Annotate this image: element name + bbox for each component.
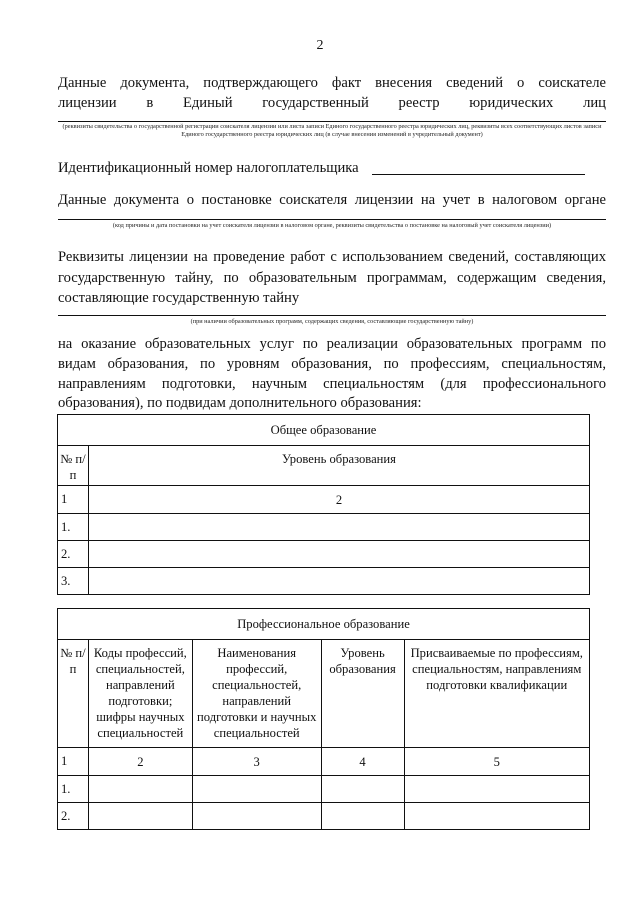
prof-row-cell[interactable]: [88, 776, 192, 803]
services-text: на оказание образовательных услуг по реализации образовательных программ по видам образования, по уровням образования, по профессиям, специальностям, направлениям подготовки, научным специальностям (для профессионального образования), по подвидам дополнительного образования:: [58, 336, 606, 412]
prof-table-caption: Профессиональное образование: [58, 609, 590, 640]
prof-row-cell[interactable]: [192, 776, 321, 803]
page-number: 2: [316, 38, 324, 53]
inn-field[interactable]: [372, 158, 585, 175]
general-colnum-2: 2: [88, 486, 589, 514]
general-row-cell[interactable]: [88, 514, 589, 541]
general-table-caption: Общее образование: [58, 415, 590, 446]
registry-fill-line: [58, 121, 606, 122]
prof-row-cell[interactable]: [88, 803, 192, 830]
prof-row-cell[interactable]: [321, 776, 404, 803]
general-row-number: 1.: [58, 514, 89, 541]
general-header-number: № п/п: [58, 446, 89, 486]
general-row-cell[interactable]: [88, 568, 589, 595]
prof-header-number: № п/п: [58, 640, 89, 748]
registry-line-1: Данные документа, подтверждающего факт внесения сведений о соискателе: [58, 75, 606, 91]
general-colnum-1: 1: [58, 486, 89, 514]
general-row-cell[interactable]: [88, 541, 589, 568]
prof-colnum-3: 3: [192, 748, 321, 776]
tax-fill-line: [58, 219, 606, 220]
professional-education-table: [57, 608, 590, 830]
prof-colnum-4: 4: [321, 748, 404, 776]
prof-row-cell[interactable]: [321, 803, 404, 830]
prof-header-codes: Коды профессий, специальностей, направлений подготовки; шифры научных специальностей: [88, 640, 192, 748]
tax-text: Данные документа о постановке соискателя лицензии на учет в налоговом органе: [58, 192, 606, 208]
secret-note: (при наличии образовательных программ, содержащих сведения, составляющие государственную тайну): [190, 318, 474, 325]
prof-row-number: 1.: [58, 776, 89, 803]
secret-fill-line: [58, 315, 606, 316]
prof-row-cell[interactable]: [404, 776, 590, 803]
general-row-number: 3.: [58, 568, 89, 595]
registry-line-2: лицензии в Единый государственный реестр юридических лиц: [58, 95, 606, 111]
prof-header-qualifications: Присваиваемые по профессиям, специальностям, направлениям подготовки квалификации: [404, 640, 590, 748]
general-education-table: [57, 414, 590, 595]
general-row-number: 2.: [58, 541, 89, 568]
prof-header-names: Наименования профессий, специальностей, направлений подготовки и научных специальностей: [192, 640, 321, 748]
general-header-level: Уровень образования: [88, 446, 589, 486]
prof-colnum-2: 2: [88, 748, 192, 776]
prof-row-cell[interactable]: [404, 803, 590, 830]
inn-label: Идентификационный номер налогоплательщика: [58, 160, 359, 176]
prof-row-number: 2.: [58, 803, 89, 830]
registry-note: (реквизиты свидетельства о государственной регистрации соискателя лицензии или листа записи Единого государственного реестра юридических лиц, реквизиты всех соответствующих листов записи Единого государственного реестра юридических лиц (в случае внесения изменений в учредительный документ): [62, 123, 602, 138]
prof-colnum-1: 1: [58, 748, 89, 776]
prof-row-cell[interactable]: [192, 803, 321, 830]
prof-header-level: Уровень образования: [321, 640, 404, 748]
prof-colnum-5: 5: [404, 748, 590, 776]
secret-text: Реквизиты лицензии на проведение работ с использованием сведений, составляющих государственную тайну, по образовательным программам, содержащим сведения, составляющие государственную тайну: [58, 249, 606, 306]
tax-note: (код причины и дата постановки на учет соискателя лицензии в налоговом органе, реквизиты свидетельства о постановке на налоговый учет соискателя лицензии): [112, 222, 552, 229]
